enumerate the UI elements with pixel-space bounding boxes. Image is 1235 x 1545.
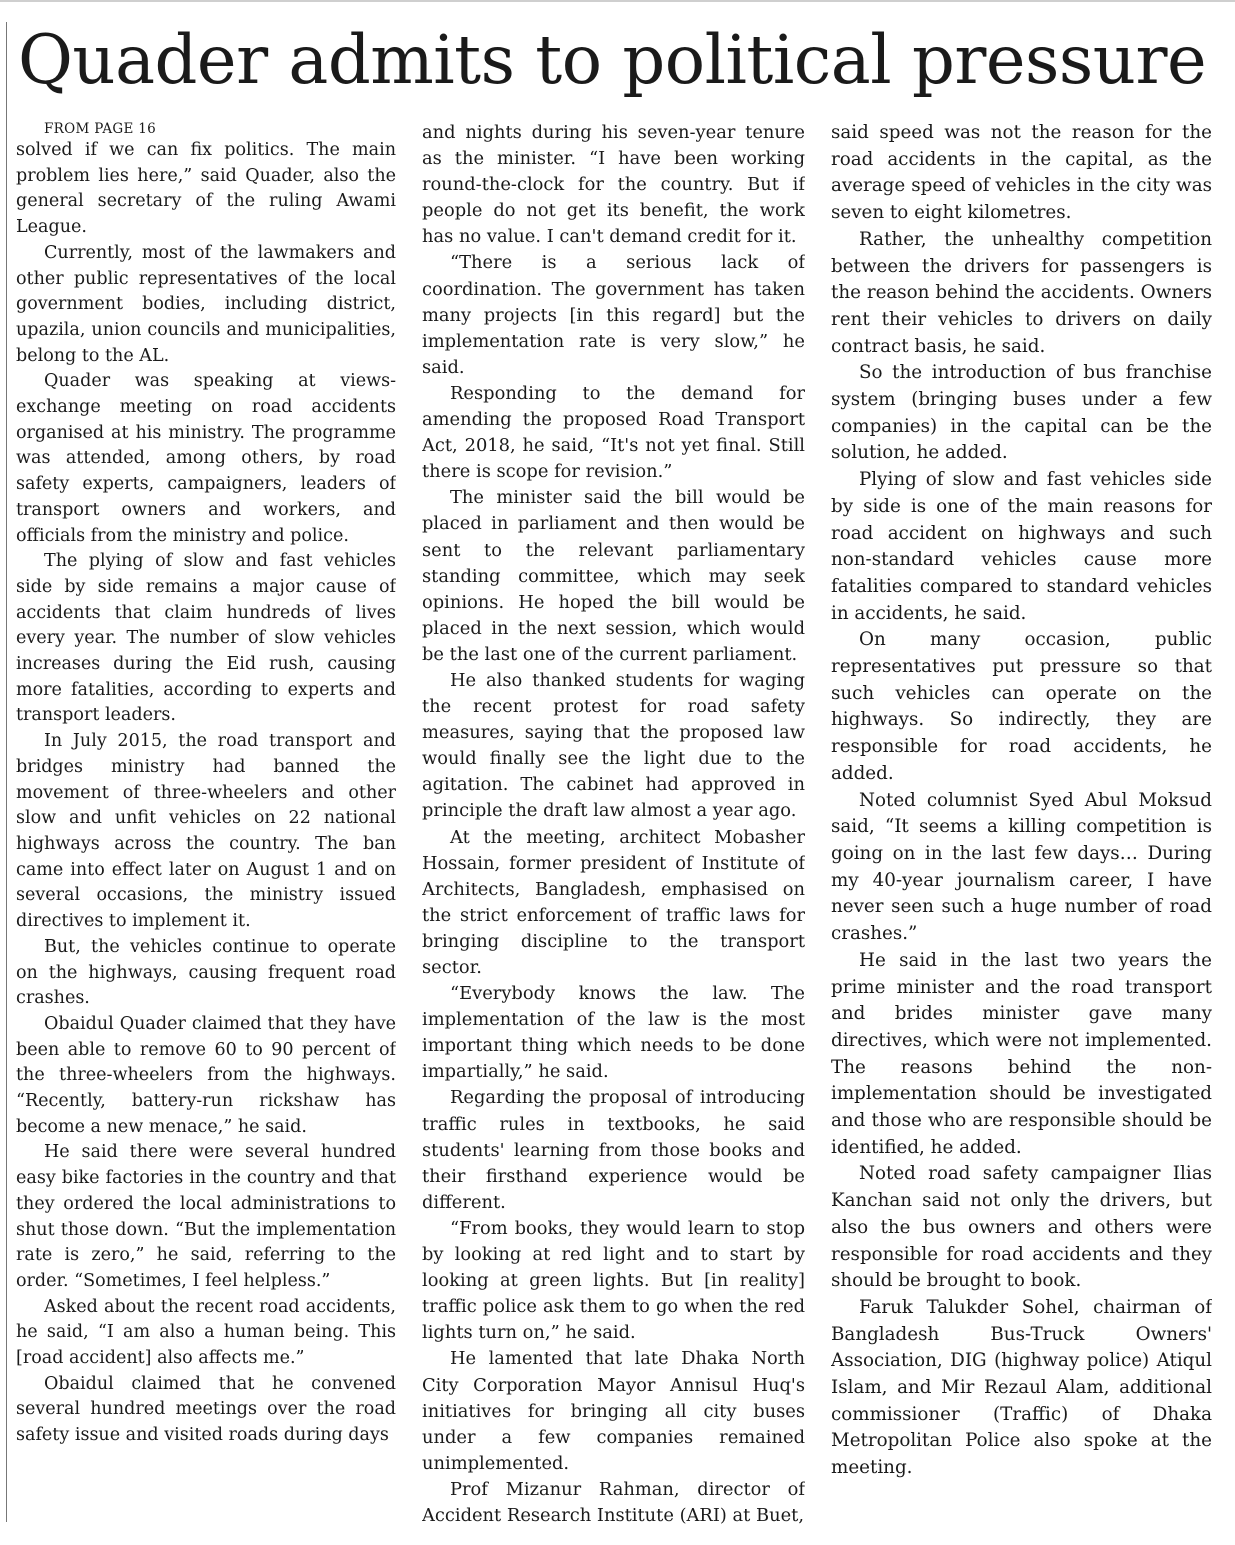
- left-column-rule: [6, 22, 7, 1522]
- paragraph: So the introduction of bus franchise system (bringing buses under a few companies) in the capital can be the solution, he added.: [831, 362, 1212, 464]
- article-column-2: [422, 120, 805, 1535]
- headline: Quader admits to political pressure: [18, 21, 1207, 99]
- article-column-3: [831, 120, 1212, 1535]
- paragraph: He lamented that late Dhaka North City Corporation Mayor Annisul Huq's initiatives for bringing all city buses under a few companies remained unimplemented.: [422, 1348, 805, 1474]
- paragraph: Obaidul Quader claimed that they have been able to remove 60 to 90 percent of the three-wheelers from the highways. “Recently, battery-run rickshaw has become a new menace,” he said.: [16, 1013, 396, 1137]
- paragraph: Prof Mizanur Rahman, director of Accident Research Institute (ARI) at Buet,: [422, 1478, 805, 1526]
- paragraph: Rather, the unhealthy competition between the drivers for passengers is the reason behind the accidents. Owners rent their vehicles to drivers on daily contract basis, he said.: [831, 228, 1212, 357]
- paragraph: solved if we can fix politics. The main problem lies here,” said Quader, also the general secretary of the ruling Awami League.: [16, 140, 396, 238]
- paragraph: The plying of slow and fast vehicles side by side remains a major cause of accidents that claim hundreds of lives every year. The number of slow vehicles increases during the Eid rush, causing more fatalities, according to experts and transport leaders.: [16, 551, 396, 726]
- paragraph: At the meeting, architect Mobasher Hossain, former president of Institute of Architects, Bangladesh, emphasised on the strict enforcement of traffic laws for bringing discipline to the transport sector.: [422, 826, 805, 978]
- paragraph: and nights during his seven-year tenure as the minister. “I have been working round-the-clock for the country. But if people do not get its benefit, the work has no value. I can't demand credit for it.: [422, 122, 805, 248]
- jump-line: FROM PAGE 16: [44, 121, 157, 137]
- paragraph: Noted road safety campaigner Ilias Kanchan said not only the drivers, but also the bus owners and others were responsible for road accidents and they should be brought to book.: [831, 1163, 1212, 1292]
- paragraph: said speed was not the reason for the road accidents in the capital, as the average speed of vehicles in the city was seven to eight kilometres.: [831, 122, 1212, 224]
- article-column-1: [16, 120, 396, 1535]
- paragraph: He also thanked students for waging the recent protest for road safety measures, saying that the proposed law would finally see the light due to the agitation. The cabinet had approved in principle the draft law almost a year ago.: [422, 669, 805, 822]
- paragraph: Responding to the demand for amending the proposed Road Transport Act, 2018, he said, “It's not yet final. Still there is scope for revision.”: [422, 382, 805, 483]
- paragraph: He said in the last two years the prime minister and the road transport and brides minister gave many directives, which were not implemented. The reasons behind the non-implementation should be investigated and those who are responsible should be identified, he added.: [831, 949, 1212, 1158]
- paragraph: Regarding the proposal of introducing traffic rules in textbooks, he said students' learning from those books and their firsthand experience would be different.: [422, 1087, 805, 1213]
- paragraph: The minister said the bill would be placed in parliament and then would be sent to the relevant parliamentary standing committee, which may seek opinions. He hoped the bill would be placed in the next session, which would be the last one of the current parliament.: [422, 487, 805, 665]
- paragraph: “From books, they would learn to stop by looking at red light and to start by looking at green lights. But [in reality] traffic police ask them to go when the red lights turn on,” he said.: [422, 1217, 805, 1344]
- paragraph: But, the vehicles continue to operate on the highways, causing frequent road crashes.: [16, 936, 396, 1009]
- paragraph: He said there were several hundred easy bike factories in the country and that they ordered the local administrations to shut those down. “But the implementation rate is zero,” he said, referring to the order. “Sometimes, I feel helpless.”: [16, 1142, 396, 1291]
- paragraph: In July 2015, the road transport and bridges ministry had banned the movement of three-wheelers and other slow and unfit vehicles on 22 national highways across the country. The ban came into effect later on August 1 and on several occasions, the ministry issued directives to implement it.: [16, 731, 396, 932]
- paragraph: Faruk Talukder Sohel, chairman of Bangladesh Bus-Truck Owners' Association, DIG (highway police) Atiqul Islam, and Mir Rezaul Alam, additional commissioner (Traffic) of Dhaka Metropolitan Police also spoke at the meeting.: [831, 1296, 1212, 1479]
- paragraph: Asked about the recent road accidents, he said, “I am also a human being. This [road accident] also affects me.”: [16, 1296, 396, 1369]
- top-border: [0, 0, 1235, 2]
- paragraph: “Everybody knows the law. The implementation of the law is the most important thing which needs to be done impartially,” he said.: [422, 983, 805, 1083]
- paragraph: “There is a serious lack of coordination. The government has taken many projects [in this regard] but the implementation rate is very slow,” he said.: [422, 252, 805, 378]
- paragraph: Currently, most of the lawmakers and other public representatives of the local government bodies, including district, upazila, union councils and municipalities, belong to the AL.: [16, 242, 396, 366]
- paragraph: Obaidul claimed that he convened several hundred meetings over the road safety issue and visited roads during days: [16, 1373, 396, 1446]
- paragraph: On many occasion, public representatives put pressure so that such vehicles can operate on the highways. So indirectly, they are responsible for road accidents, he added.: [831, 629, 1212, 784]
- paragraph: Quader was speaking at views-exchange meeting on road accidents organised at his ministry. The programme was attended, among others, by road safety experts, campaigners, leaders of transport owners and workers, and officials from the ministry and police.: [16, 371, 396, 546]
- paragraph: Plying of slow and fast vehicles side by side is one of the main reasons for road accident on highways and such non-standard vehicles cause more fatalities compared to standard vehicles in accidents, he said.: [831, 469, 1212, 624]
- paragraph: Noted columnist Syed Abul Moksud said, “It seems a killing competition is going on in the last few days… During my 40-year journalism career, I have never seen such a huge number of road crashes.”: [831, 789, 1212, 945]
